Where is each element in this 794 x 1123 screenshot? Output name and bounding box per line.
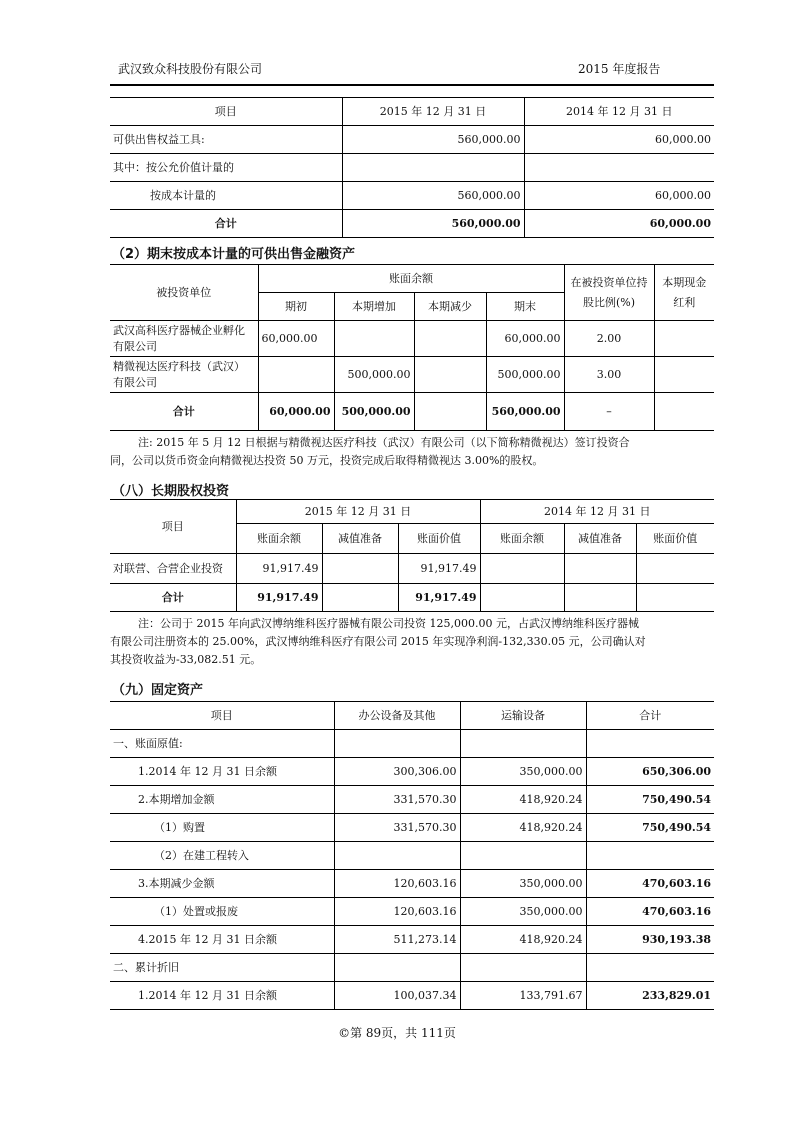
table-cell: 418,920.24 <box>460 926 586 954</box>
table-cell: 470,603.16 <box>586 898 714 926</box>
cost-measured-table <box>110 264 714 431</box>
column-header: 2014 年 12 月 31 日 <box>480 500 714 524</box>
table-row <box>110 926 714 954</box>
column-header: 2015 年 12 月 31 日 <box>342 98 524 126</box>
table-cell: 500,000.00 <box>486 357 564 393</box>
column-header: 运输设备 <box>460 702 586 730</box>
total-row <box>110 210 714 238</box>
column-header: 项目 <box>110 702 334 730</box>
table-cell <box>414 321 486 357</box>
total-label: 合计 <box>110 210 342 238</box>
column-header: 2015 年 12 月 31 日 <box>236 500 480 524</box>
note-paragraph <box>110 615 720 669</box>
table-cell <box>322 554 398 584</box>
table-cell <box>586 954 714 982</box>
table-cell: 2.00 <box>564 321 654 357</box>
table-row <box>110 321 714 357</box>
table-cell: 120,603.16 <box>334 870 460 898</box>
section-title: （八）长期股权投资 <box>112 484 230 499</box>
table-cell: 560,000.00 <box>486 393 564 431</box>
table-cell <box>460 730 586 758</box>
table-cell: 350,000.00 <box>460 898 586 926</box>
row-label: 二、累计折旧 <box>110 954 334 982</box>
row-label: 武汉高科医疗器械企业孵化有限公司 <box>110 321 258 357</box>
table-cell: 350,000.00 <box>460 870 586 898</box>
table-cell: 133,791.67 <box>460 982 586 1010</box>
total-label: 合计 <box>110 584 236 612</box>
total-label: 合计 <box>110 393 258 431</box>
table-cell: 91,917.49 <box>398 584 480 612</box>
table-cell: 60,000.00 <box>524 126 714 154</box>
section-title: （2）期末按成本计量的可供出售金融资产 <box>112 247 356 262</box>
row-label: 3.本期减少金额 <box>110 870 334 898</box>
table-cell: 233,829.01 <box>586 982 714 1010</box>
table-cell: 750,490.54 <box>586 786 714 814</box>
row-label: 1.2014 年 12 月 31 日余额 <box>110 758 334 786</box>
row-label: （1）购置 <box>110 814 334 842</box>
table-cell <box>654 321 714 357</box>
table-cell <box>334 842 460 870</box>
column-header: 本期现金红利 <box>654 265 714 321</box>
column-header: 账面余额 <box>480 524 564 554</box>
table-cell: 560,000.00 <box>342 126 524 154</box>
column-header: 账面价值 <box>636 524 714 554</box>
table-cell <box>564 554 636 584</box>
header-rule <box>110 84 714 86</box>
table-cell <box>342 154 524 182</box>
table-cell: 930,193.38 <box>586 926 714 954</box>
table-cell <box>480 554 564 584</box>
table-row <box>110 898 714 926</box>
table-cell <box>334 954 460 982</box>
table-cell <box>524 154 714 182</box>
table-cell: 60,000.00 <box>524 182 714 210</box>
table-cell <box>586 730 714 758</box>
row-label: 其中：按公允价值计量的 <box>110 154 342 182</box>
column-header: 减值准备 <box>322 524 398 554</box>
row-label: （2）在建工程转入 <box>110 842 334 870</box>
table-row <box>110 982 714 1010</box>
column-header: 期末 <box>486 293 564 321</box>
table-cell: 560,000.00 <box>342 210 524 238</box>
table-cell <box>334 321 414 357</box>
table-row <box>110 730 714 758</box>
table-cell: 500,000.00 <box>334 393 414 431</box>
table-cell: 60,000.00 <box>486 321 564 357</box>
table-cell: 100,037.34 <box>334 982 460 1010</box>
table-cell: 500,000.00 <box>334 357 414 393</box>
section-title: （九）固定资产 <box>112 683 204 698</box>
note-line: 有限公司注册资本的 25.00%，武汉博纳维科医疗有限公司 2015 年实现净利润-132,330.05 元，公司确认对 <box>110 635 646 648</box>
table-row <box>110 954 714 982</box>
table-row <box>110 786 714 814</box>
table-cell: 418,920.24 <box>460 786 586 814</box>
table-cell: 331,570.30 <box>334 786 460 814</box>
column-header: 本期减少 <box>414 293 486 321</box>
row-label: 1.2014 年 12 月 31 日余额 <box>110 982 334 1010</box>
table-row <box>110 814 714 842</box>
table-cell <box>636 554 714 584</box>
table-header-row <box>110 702 714 730</box>
page-number: ©第 89页，共 111页 <box>338 1026 456 1040</box>
column-header: 合计 <box>586 702 714 730</box>
column-header: 本期增加 <box>334 293 414 321</box>
table-cell: 91,917.49 <box>398 554 480 584</box>
table-row <box>110 870 714 898</box>
table-cell: 511,273.14 <box>334 926 460 954</box>
column-header: 2014 年 12 月 31 日 <box>524 98 714 126</box>
table-cell: – <box>564 393 654 431</box>
column-header: 期初 <box>258 293 334 321</box>
row-label: 按成本计量的 <box>110 182 342 210</box>
table-header-row <box>110 265 714 293</box>
table-cell: 120,603.16 <box>334 898 460 926</box>
row-label: 对联营、合营企业投资 <box>110 554 236 584</box>
table-cell <box>334 730 460 758</box>
table-cell <box>564 584 636 612</box>
table-cell: 418,920.24 <box>460 814 586 842</box>
column-header: 账面价值 <box>398 524 480 554</box>
table-cell: 91,917.49 <box>236 584 322 612</box>
row-label: 精微视达医疗科技（武汉）有限公司 <box>110 357 258 393</box>
column-header: 账面余额 <box>236 524 322 554</box>
column-header: 在被投资单位持股比例(%) <box>564 265 654 321</box>
table-cell: 650,306.00 <box>586 758 714 786</box>
table-cell: 3.00 <box>564 357 654 393</box>
table-cell <box>480 584 564 612</box>
table-cell <box>636 584 714 612</box>
note-line: 注：公司于 2015 年向武汉博纳维科医疗器械有限公司投资 125,000.00 元，占武汉博纳维科医疗器械 <box>138 617 639 630</box>
row-label: 可供出售权益工具: <box>110 126 342 154</box>
column-header: 项目 <box>110 98 342 126</box>
table-header-row <box>110 500 714 524</box>
table-cell: 750,490.54 <box>586 814 714 842</box>
total-row <box>110 393 714 431</box>
table-cell: 300,306.00 <box>334 758 460 786</box>
report-title: 2015 年度报告 <box>578 62 661 76</box>
table-row <box>110 758 714 786</box>
table-cell <box>460 954 586 982</box>
table-cell: 91,917.49 <box>236 554 322 584</box>
table-cell: 60,000.00 <box>524 210 714 238</box>
table-cell <box>460 842 586 870</box>
table-row <box>110 182 714 210</box>
long-term-equity-table <box>110 499 714 612</box>
column-header: 办公设备及其他 <box>334 702 460 730</box>
table-cell <box>322 584 398 612</box>
column-header: 项目 <box>110 500 236 554</box>
row-label: 2.本期增加金额 <box>110 786 334 814</box>
available-for-sale-table <box>110 97 714 238</box>
note-line: 注: 2015 年 5 月 12 日根据与精微视达医疗科技（武汉）有限公司（以下简称精微视达）签订投资合 <box>138 436 630 449</box>
table-cell <box>654 393 714 431</box>
table-row <box>110 357 714 393</box>
table-row <box>110 842 714 870</box>
table-cell <box>586 842 714 870</box>
table-row <box>110 154 714 182</box>
table-cell: 60,000.00 <box>258 393 334 431</box>
table-row <box>110 554 714 584</box>
note-paragraph <box>110 434 720 470</box>
table-cell: 560,000.00 <box>342 182 524 210</box>
column-header: 被投资单位 <box>110 265 258 321</box>
company-name: 武汉致众科技股份有限公司 <box>118 62 263 76</box>
table-cell: 60,000.00 <box>258 321 334 357</box>
table-cell: 470,603.16 <box>586 870 714 898</box>
column-header: 减值准备 <box>564 524 636 554</box>
note-line: 同，公司以货币资金向精微视达投资 50 万元，投资完成后取得精微视达 3.00%的股权。 <box>110 454 544 467</box>
table-header-row <box>110 98 714 126</box>
column-header: 账面余额 <box>258 265 564 293</box>
row-label: 一、账面原值: <box>110 730 334 758</box>
table-cell: 350,000.00 <box>460 758 586 786</box>
row-label: （1）处置或报废 <box>110 898 334 926</box>
table-cell <box>414 393 486 431</box>
total-row <box>110 584 714 612</box>
fixed-assets-table <box>110 701 714 1010</box>
table-cell <box>414 357 486 393</box>
note-line: 其投资收益为-33,082.51 元。 <box>110 653 262 666</box>
row-label: 4.2015 年 12 月 31 日余额 <box>110 926 334 954</box>
table-cell: 331,570.30 <box>334 814 460 842</box>
table-row <box>110 126 714 154</box>
table-cell <box>654 357 714 393</box>
table-cell <box>258 357 334 393</box>
